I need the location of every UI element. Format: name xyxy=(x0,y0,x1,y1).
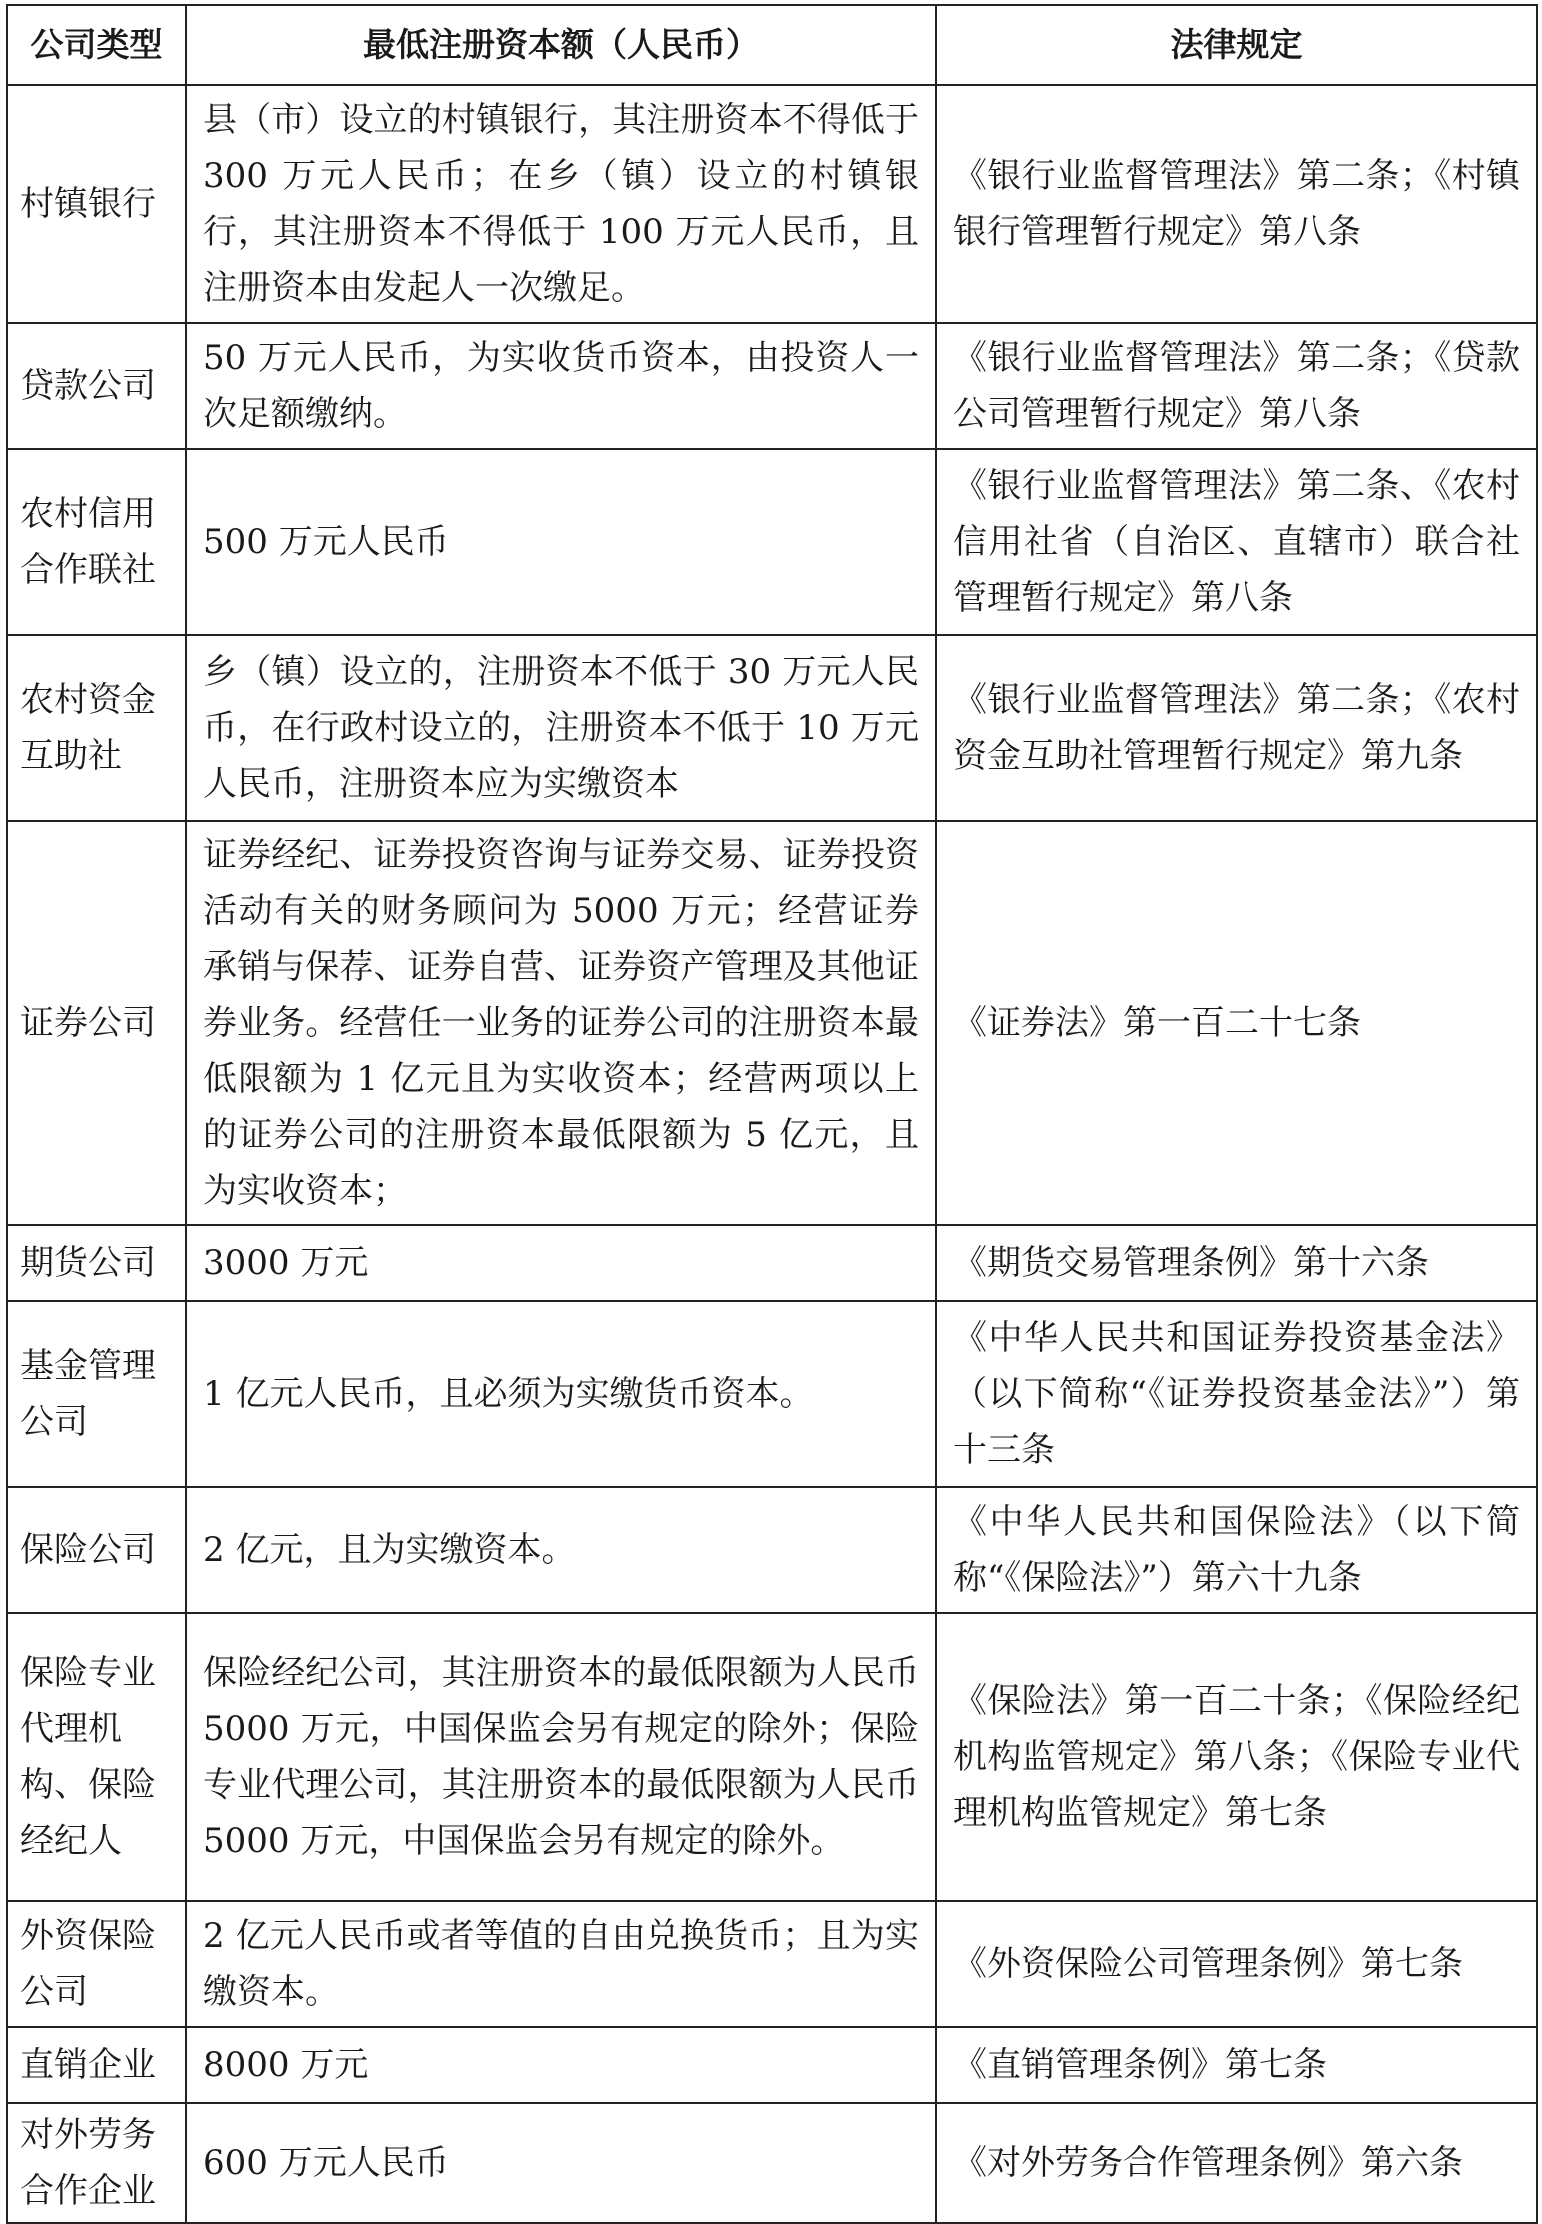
table-row xyxy=(7,449,1537,635)
legal-provision-cell: 《银行业监督管理法》第二条；《农村资金互助社管理暂行规定》第九条 xyxy=(936,635,1537,821)
company-type-cell: 贷款公司 xyxy=(7,323,186,449)
legal-provision-cell: 《对外劳务合作管理条例》第六条 xyxy=(936,2103,1537,2223)
table-row xyxy=(7,1301,1537,1487)
min-capital-cell: 保险经纪公司，其注册资本的最低限额为人民币 5000 万元，中国保监会另有规定的除外；保险专业代理公司，其注册资本的最低限额为人民币 5000 万元，中国保监会另有规定的除外。 xyxy=(186,1613,936,1901)
company-type-cell: 农村信用合作联社 xyxy=(7,449,186,635)
company-type-cell: 保险专业代理机构、保险经纪人 xyxy=(7,1613,186,1901)
min-capital-cell: 2 亿元人民币或者等值的自由兑换货币；且为实缴资本。 xyxy=(186,1901,936,2027)
company-type-cell: 基金管理公司 xyxy=(7,1301,186,1487)
min-capital-cell: 500 万元人民币 xyxy=(186,449,936,635)
legal-provision-cell: 《保险法》第一百二十条；《保险经纪机构监管规定》第八条；《保险专业代理机构监管规定》第七条 xyxy=(936,1613,1537,1901)
table-header-row xyxy=(7,5,1537,85)
company-type-cell: 直销企业 xyxy=(7,2027,186,2103)
min-capital-cell: 8000 万元 xyxy=(186,2027,936,2103)
legal-provision-cell: 《证券法》第一百二十七条 xyxy=(936,821,1537,1225)
legal-provision-cell: 《直销管理条例》第七条 xyxy=(936,2027,1537,2103)
legal-provision-cell: 《期货交易管理条例》第十六条 xyxy=(936,1225,1537,1301)
min-capital-cell: 1 亿元人民币，且必须为实缴货币资本。 xyxy=(186,1301,936,1487)
table-row xyxy=(7,85,1537,323)
company-type-cell: 保险公司 xyxy=(7,1487,186,1613)
min-capital-cell: 证券经纪、证券投资咨询与证券交易、证券投资活动有关的财务顾问为 5000 万元；经营证券承销与保荐、证券自营、证券资产管理及其他证券业务。经营任一业务的证券公司的注册资本最低限额为 1 亿元且为实收资本；经营两项以上的证券公司的注册资本最低限额为 5 亿元，且为实收资本； xyxy=(186,821,936,1225)
min-capital-cell: 乡（镇）设立的，注册资本不低于 30 万元人民币，在行政村设立的，注册资本不低于 10 万元人民币，注册资本应为实缴资本 xyxy=(186,635,936,821)
min-capital-cell: 600 万元人民币 xyxy=(186,2103,936,2223)
company-type-cell: 期货公司 xyxy=(7,1225,186,1301)
company-type-cell: 证券公司 xyxy=(7,821,186,1225)
table-row xyxy=(7,1225,1537,1301)
min-capital-cell: 50 万元人民币，为实收货币资本，由投资人一次足额缴纳。 xyxy=(186,323,936,449)
min-capital-cell: 县（市）设立的村镇银行，其注册资本不得低于 300 万元人民币；在乡（镇）设立的村镇银行，其注册资本不得低于 100 万元人民币，且注册资本由发起人一次缴足。 xyxy=(186,85,936,323)
header-legal-provision: 法律规定 xyxy=(936,5,1537,85)
table-row xyxy=(7,1487,1537,1613)
table-row xyxy=(7,2103,1537,2223)
table-row xyxy=(7,2027,1537,2103)
regulation-table xyxy=(6,4,1538,2224)
header-min-capital: 最低注册资本额（人民币） xyxy=(186,5,936,85)
company-type-cell: 对外劳务合作企业 xyxy=(7,2103,186,2223)
header-company-type: 公司类型 xyxy=(7,5,186,85)
company-type-cell: 外资保险公司 xyxy=(7,1901,186,2027)
company-type-cell: 村镇银行 xyxy=(7,85,186,323)
legal-provision-cell: 《中华人民共和国证券投资基金法》（以下简称“《证券投资基金法》”）第十三条 xyxy=(936,1301,1537,1487)
company-type-cell: 农村资金互助社 xyxy=(7,635,186,821)
table-row xyxy=(7,323,1537,449)
legal-provision-cell: 《外资保险公司管理条例》第七条 xyxy=(936,1901,1537,2027)
table-row xyxy=(7,1613,1537,1901)
legal-provision-cell: 《银行业监督管理法》第二条、《农村信用社省（自治区、直辖市）联合社管理暂行规定》第八条 xyxy=(936,449,1537,635)
table-row xyxy=(7,1901,1537,2027)
legal-provision-cell: 《银行业监督管理法》第二条；《村镇银行管理暂行规定》第八条 xyxy=(936,85,1537,323)
table-row xyxy=(7,821,1537,1225)
table-row xyxy=(7,635,1537,821)
min-capital-cell: 3000 万元 xyxy=(186,1225,936,1301)
legal-provision-cell: 《中华人民共和国保险法》（以下简称“《保险法》”）第六十九条 xyxy=(936,1487,1537,1613)
legal-provision-cell: 《银行业监督管理法》第二条；《贷款公司管理暂行规定》第八条 xyxy=(936,323,1537,449)
min-capital-cell: 2 亿元，且为实缴资本。 xyxy=(186,1487,936,1613)
